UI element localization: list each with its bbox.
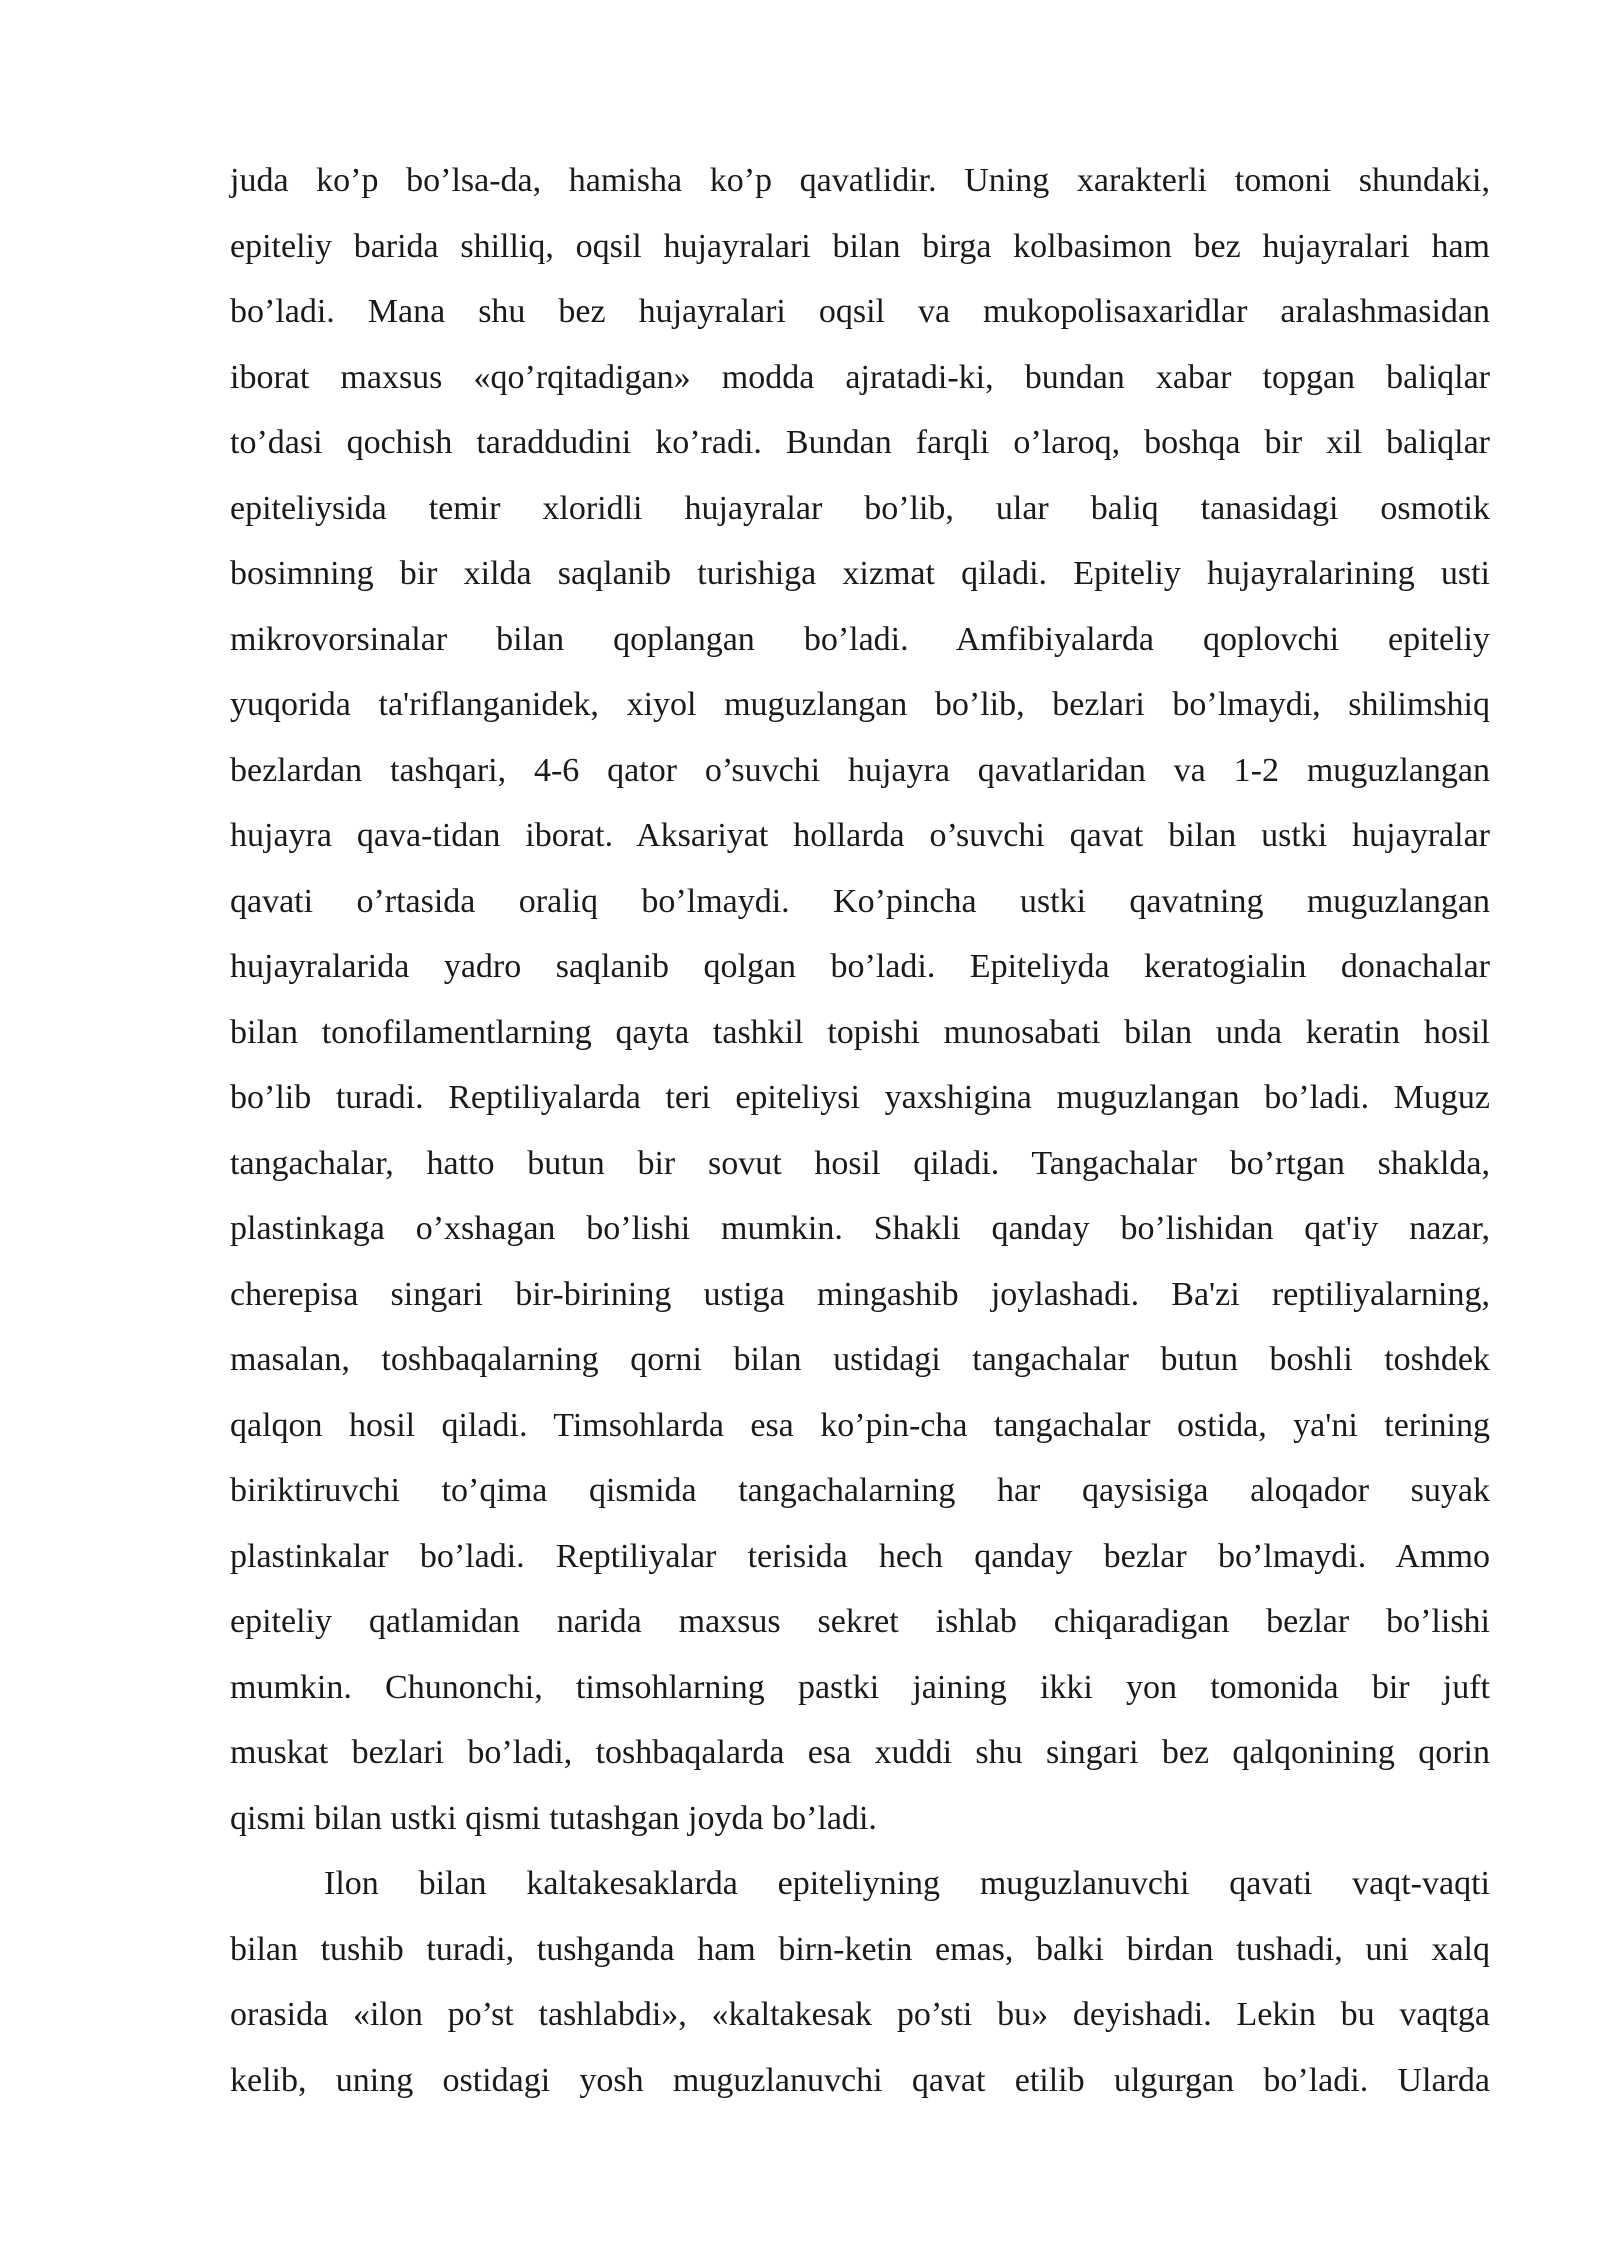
text-line: bo’ladi. Mana shu bez hujayralari oqsil va mukopolisaxaridlar aralashmasidan: [230, 293, 1490, 330]
text-line: muskat bezlari bo’ladi, toshbaqalarda esa xuddi shu singari bez qalqonining qorin: [230, 1734, 1490, 1771]
text-line: plastinkalar bo’ladi. Reptiliyalar terisida hech qanday bezlar bo’lmaydi. Ammo: [230, 1537, 1490, 1575]
text-line: bilan tushib turadi, tushganda ham birn-ketin emas, balki birdan tushadi, uni xalq: [230, 1930, 1490, 1968]
text-line: qalqon hosil qiladi. Timsohlarda esa ko’pin-cha tangachalar ostida, ya'ni terining: [230, 1406, 1490, 1444]
text-line: bezlardan tashqari, 4-6 qator o’suvchi hujayra qavatlaridan va 1-2 muguzlangan: [230, 751, 1490, 789]
text-line: biriktiruvchi to’qima qismida tangachalarning har qaysisiga aloqador suyak: [230, 1472, 1490, 1509]
text-line: qismi bilan ustki qismi tutashgan joyda bo’ladi.: [230, 1799, 877, 1837]
text-line: Ilon bilan kaltakesaklarda epiteliyning muguzlanuvchi qavati vaqt-vaqti: [324, 1865, 1490, 1902]
paragraph-2: [230, 1851, 1490, 2113]
text-line: bosimning bir xilda saqlanib turishiga xizmat qiladi. Epiteliy hujayralarining usti: [230, 555, 1490, 592]
text-line: kelib, uning ostidagi yosh muguzlanuvchi qavat etilib ulgurgan bo’ladi. Ularda: [230, 2061, 1490, 2099]
text-line: bilan tonofilamentlarning qayta tashkil topishi munosabati bilan unda keratin hosil: [230, 1013, 1490, 1051]
paragraph-1: [230, 148, 1490, 1851]
text-line: yuqorida ta'riflanganidek, xiyol muguzlangan bo’lib, bezlari bo’lmaydi, shilimshiq: [230, 686, 1490, 723]
text-line: mumkin. Chunonchi, timsohlarning pastki jaining ikki yon tomonida bir juft: [230, 1668, 1490, 1706]
document-page: [230, 148, 1490, 2113]
text-line: hujayra qava-tidan iborat. Aksariyat hollarda o’suvchi qavat bilan ustki hujayralar: [230, 817, 1490, 854]
text-line: epiteliysida temir xloridli hujayralar bo’lib, ular baliq tanasidagi osmotik: [230, 489, 1490, 527]
text-line: mikrovorsinalar bilan qoplangan bo’ladi. Amfibiyalarda qoplovchi epiteliy: [230, 620, 1490, 658]
text-line: epiteliy qatlamidan narida maxsus sekret ishlab chiqaradigan bezlar bo’lishi: [230, 1603, 1490, 1640]
text-line: qavati o’rtasida oraliq bo’lmaydi. Ko’pincha ustki qavatning muguzlangan: [230, 882, 1490, 920]
text-line: bo’lib turadi. Reptiliyalarda teri epiteliysi yaxshigina muguzlangan bo’ladi. Muguz: [230, 1079, 1490, 1116]
text-line: plastinkaga o’xshagan bo’lishi mumkin. Shakli qanday bo’lishidan qat'iy nazar,: [230, 1210, 1490, 1247]
text-line: juda ko’p bo’lsa-da, hamisha ko’p qavatlidir. Uning xarakterli tomoni shundaki,: [230, 162, 1490, 199]
text-line: tangachalar, hatto butun bir sovut hosil qiladi. Tangachalar bo’rtgan shaklda,: [230, 1144, 1490, 1182]
text-line: to’dasi qochish taraddudini ko’radi. Bundan farqli o’laroq, boshqa bir xil baliqlar: [230, 424, 1490, 461]
text-line: masalan, toshbaqalarning qorni bilan ustidagi tangachalar butun boshli toshdek: [230, 1341, 1490, 1378]
text-line: epiteliy barida shilliq, oqsil hujayralari bilan birga kolbasimon bez hujayralari ham: [230, 227, 1490, 265]
text-line: orasida «ilon po’st tashlabdi», «kaltakesak po’sti bu» deyishadi. Lekin bu vaqtga: [230, 1996, 1490, 2033]
text-line: cherepisa singari bir-birining ustiga mingashib joylashadi. Ba'zi reptiliyalarning,: [230, 1275, 1490, 1313]
text-line: iborat maxsus «qo’rqitadigan» modda ajratadi-ki, bundan xabar topgan baliqlar: [230, 358, 1490, 396]
text-line: hujayralarida yadro saqlanib qolgan bo’ladi. Epiteliyda keratogialin donachalar: [230, 948, 1490, 985]
